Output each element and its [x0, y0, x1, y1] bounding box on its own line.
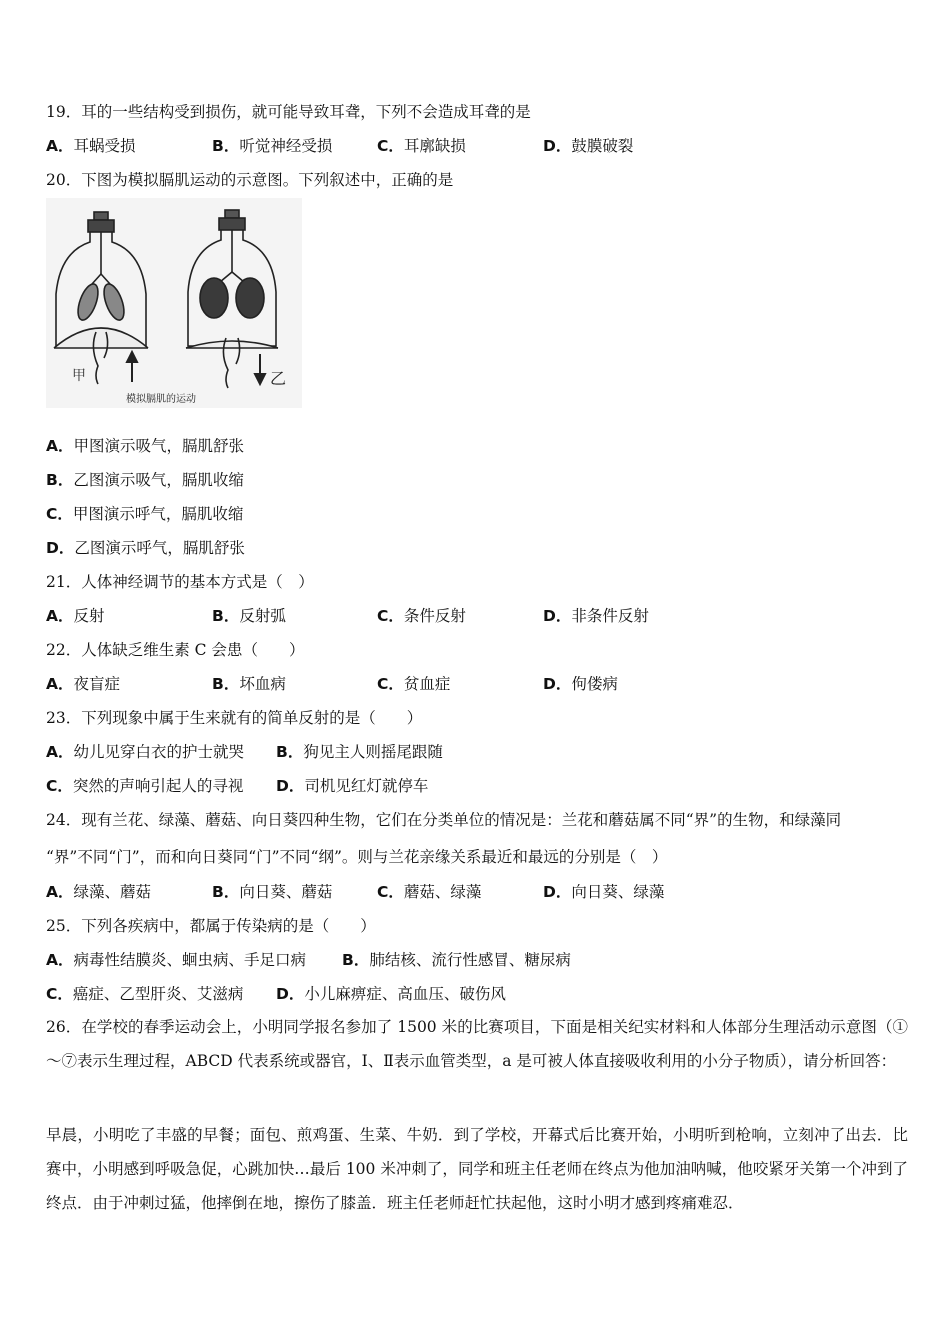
q25-option-a[interactable]: [46, 950, 306, 970]
option-text: 癌症、乙型肝炎、艾滋病: [72, 985, 244, 1003]
q21-option-c[interactable]: [377, 606, 466, 626]
q20-option-b[interactable]: [46, 470, 244, 490]
option-text: 甲图演示吸气，膈肌舒张: [73, 437, 245, 455]
option-key: D．: [543, 137, 572, 155]
q23-stem: 23．下列现象中属于生来就有的简单反射的是（ ）: [46, 709, 423, 727]
q23-option-c[interactable]: [46, 776, 243, 796]
option-text: 听觉神经受损: [239, 137, 333, 155]
option-text: 乙图演示吸气，膈肌收缩: [73, 471, 244, 489]
figure-caption: 模拟膈肌的运动: [126, 394, 196, 405]
q19-option-b[interactable]: [212, 136, 332, 156]
q24-option-a[interactable]: [46, 882, 151, 902]
arrow-down-icon: [255, 354, 265, 384]
option-key: B．: [212, 675, 240, 693]
option-text: 狗见主人则摇尾跟随: [303, 743, 443, 761]
q20-option-d[interactable]: [46, 538, 245, 558]
option-text: 乙图演示呼气，膈肌舒张: [74, 539, 245, 557]
option-key: C．: [46, 777, 73, 795]
q23-option-a[interactable]: [46, 742, 244, 762]
q19-stem: 19．耳的一些结构受到损伤，就可能导致耳聋，下列不会造成耳聋的是: [46, 103, 531, 121]
q26-material: 早晨，小明吃了丰盛的早餐；面包、煎鸡蛋、生菜、牛奶．到了学校，开幕式后比赛开始，小明听到枪响，立刻冲了出去．比赛中，小明感到呼吸急促，心跳加快…最后 100 米冲刺了，同学和班主任老师在终点为他加油呐喊，他咬紧牙关第一个冲到了终点．由于冲刺过猛，他摔倒在地，擦伤了膝盖．班主任老师赶忙扶起他，这时小明才感到疼痛难忍．: [46, 1126, 908, 1212]
option-text: 肺结核、流行性感冒、糖尿病: [369, 951, 571, 969]
option-text: 坏血病: [239, 675, 286, 693]
q22-option-d[interactable]: [543, 674, 618, 694]
q25-option-c[interactable]: [46, 984, 243, 1004]
option-key: A．: [46, 437, 74, 455]
q23-option-b[interactable]: [276, 742, 443, 762]
option-text: 司机见红灯就停车: [304, 777, 429, 795]
q22-option-a[interactable]: [46, 674, 120, 694]
arrow-up-icon: [127, 352, 137, 382]
q22-option-c[interactable]: [377, 674, 450, 694]
q25-option-d[interactable]: [276, 984, 506, 1004]
diaphragm-model-figure: [46, 198, 302, 408]
option-key: A．: [46, 743, 74, 761]
q24-stem-line2: “界”不同“门”，而和向日葵同“门”不同“纲”。则与兰花亲缘关系最近和最远的分别是（ ）: [46, 848, 668, 866]
q22-option-b[interactable]: [212, 674, 286, 694]
figure-label-jia: 甲: [72, 368, 86, 384]
q21-option-b[interactable]: [212, 606, 286, 626]
option-key: D．: [46, 539, 75, 557]
option-key: C．: [377, 137, 404, 155]
q22-stem: 22．人体缺乏维生素 C 会患（ ）: [46, 641, 305, 659]
option-key: D．: [276, 777, 305, 795]
option-key: B．: [46, 471, 74, 489]
q19-option-a[interactable]: [46, 136, 136, 156]
option-key: C．: [377, 607, 404, 625]
option-key: C．: [46, 985, 73, 1003]
option-key: B．: [212, 883, 240, 901]
option-text: 蘑菇、绿藻: [403, 883, 482, 901]
option-key: D．: [543, 675, 572, 693]
option-key: A．: [46, 675, 74, 693]
option-key: B．: [276, 743, 304, 761]
option-text: 反射弧: [239, 607, 286, 625]
q24-option-d[interactable]: [543, 882, 664, 902]
option-text: 耳廓缺损: [403, 137, 466, 155]
option-key: C．: [377, 883, 404, 901]
option-text: 突然的声响引起人的寻视: [72, 777, 244, 795]
option-text: 鼓膜破裂: [571, 137, 634, 155]
option-key: D．: [543, 607, 572, 625]
option-text: 非条件反射: [571, 607, 649, 625]
option-text: 耳蜗受损: [73, 137, 136, 155]
option-key: A．: [46, 883, 74, 901]
q25-option-b[interactable]: [342, 950, 571, 970]
option-key: B．: [212, 607, 240, 625]
option-text: 向日葵、蘑菇: [239, 883, 333, 901]
option-text: 反射: [73, 607, 105, 625]
option-text: 病毒性结膜炎、蛔虫病、手足口病: [73, 951, 307, 969]
q20-option-a[interactable]: [46, 436, 244, 456]
option-text: 幼儿见穿白衣的护士就哭: [73, 743, 245, 761]
figure-label-yi: 乙: [270, 369, 287, 388]
q20-stem: 20．下图为模拟膈肌运动的示意图。下列叙述中，正确的是: [46, 171, 454, 189]
q21-option-d[interactable]: [543, 606, 649, 626]
option-key: B．: [342, 951, 370, 969]
q26-stem: 26．在学校的春季运动会上，小明同学报名参加了 1500 米的比赛项目，下面是相关纪实材料和人体部分生理活动示意图（①～⑦表示生理过程，ABCD 代表系统或器官，Ⅰ、Ⅱ表示血管类型，a 是可被人体直接吸收利用的小分子物质），请分析回答：: [46, 1018, 908, 1070]
option-text: 佝偻病: [571, 675, 618, 693]
q21-option-a[interactable]: [46, 606, 105, 626]
bell-jar-right: [186, 210, 278, 388]
option-text: 夜盲症: [73, 675, 121, 693]
q19-option-c[interactable]: [377, 136, 466, 156]
option-key: B．: [212, 137, 240, 155]
q23-option-d[interactable]: [276, 776, 428, 796]
q24-option-c[interactable]: [377, 882, 481, 902]
q20-option-c[interactable]: [46, 504, 243, 524]
option-key: C．: [46, 505, 73, 523]
option-text: 向日葵、绿藻: [571, 883, 665, 901]
q19-option-d[interactable]: [543, 136, 633, 156]
option-text: 甲图演示呼气，膈肌收缩: [72, 505, 244, 523]
q24-option-b[interactable]: [212, 882, 332, 902]
q24-stem-line1: 24．现有兰花、绿藻、蘑菇、向日葵四种生物，它们在分类单位的情况是：兰花和蘑菇属不同“界”的生物，和绿藻同: [46, 811, 842, 829]
option-text: 贫血症: [403, 675, 451, 693]
option-key: C．: [377, 675, 404, 693]
option-key: A．: [46, 607, 74, 625]
option-text: 小儿麻痹症、高血压、破伤风: [304, 985, 506, 1003]
q25-stem: 25．下列各疾病中，都属于传染病的是（ ）: [46, 917, 376, 935]
option-key: D．: [543, 883, 572, 901]
option-text: 条件反射: [403, 607, 466, 625]
option-key: A．: [46, 951, 74, 969]
q21-stem: 21．人体神经调节的基本方式是（ ）: [46, 573, 314, 591]
option-key: D．: [276, 985, 305, 1003]
option-text: 绿藻、蘑菇: [73, 883, 152, 901]
option-key: A．: [46, 137, 74, 155]
